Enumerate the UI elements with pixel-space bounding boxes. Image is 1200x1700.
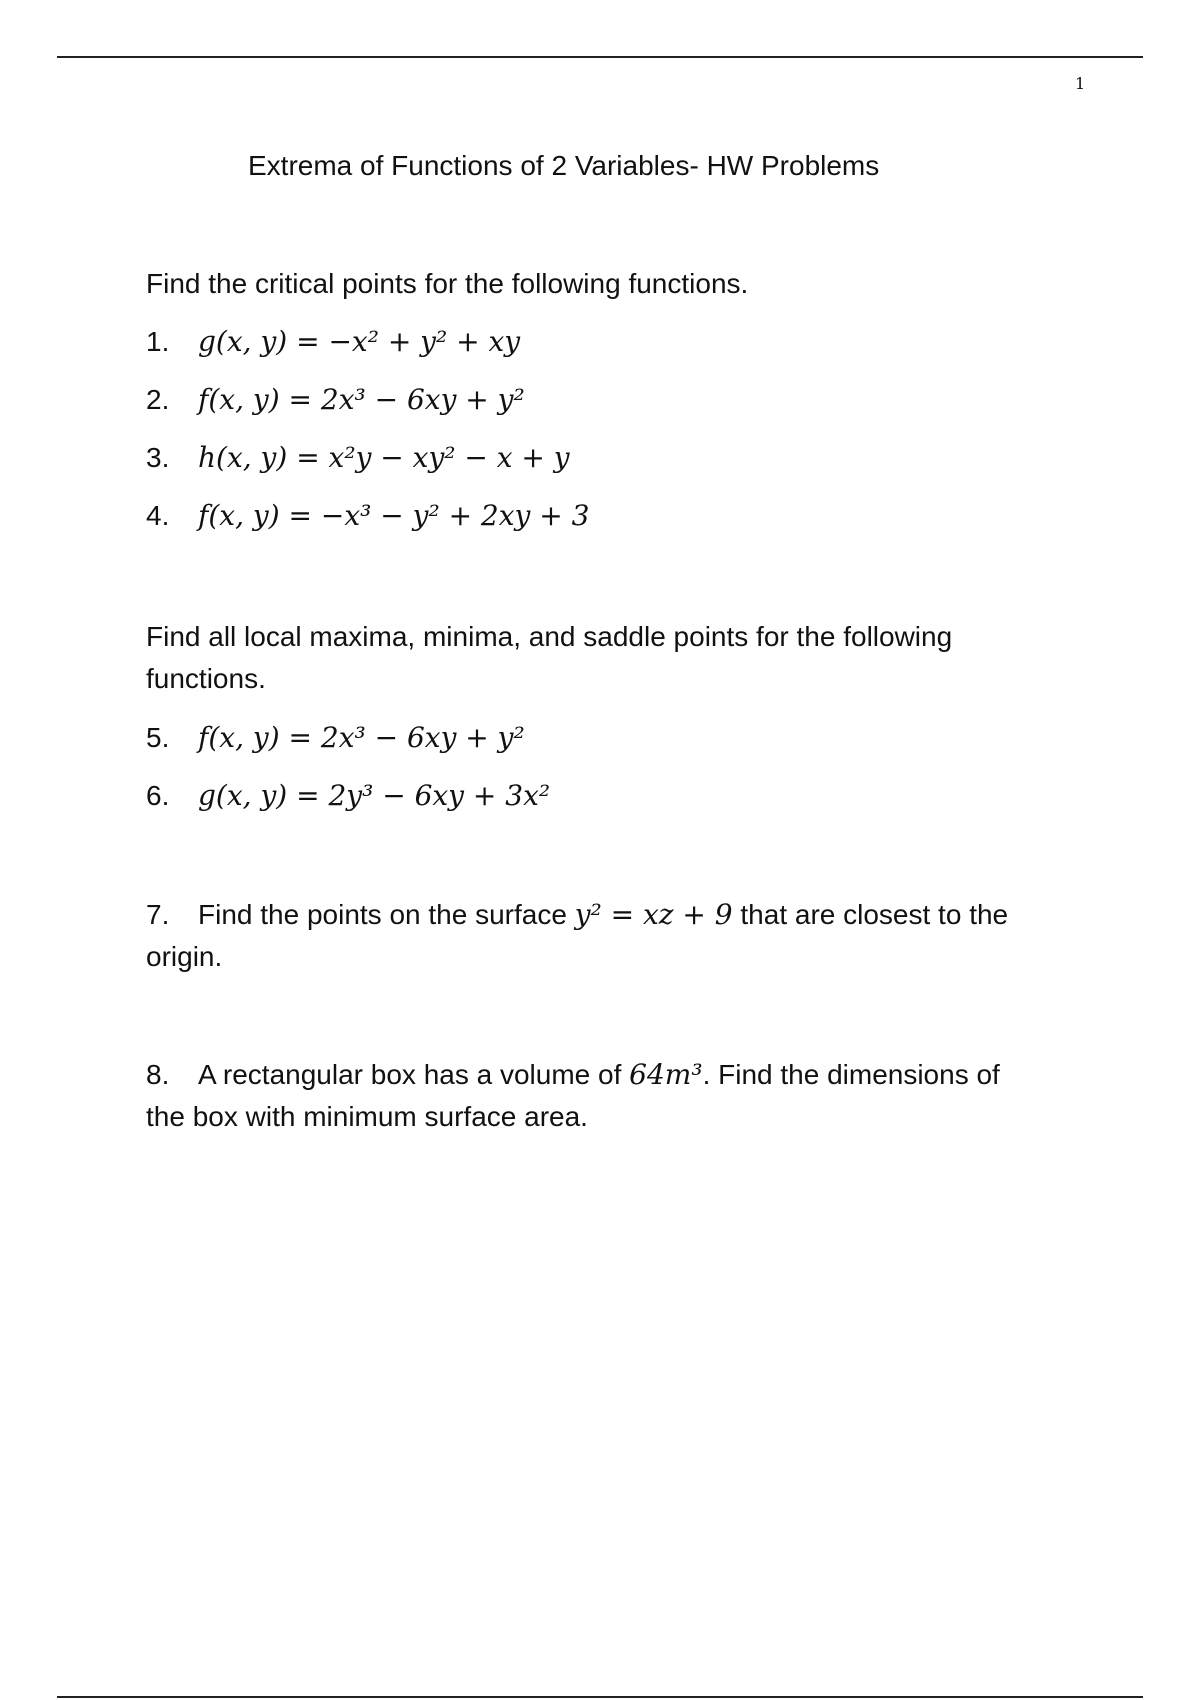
problem-8-line2: the box with minimum surface area.: [146, 1101, 588, 1132]
problem-4: [146, 496, 589, 536]
problem-formula: f(x, y) = 2x³ − 6xy + y²: [198, 721, 525, 754]
problem-5: [146, 718, 525, 758]
extrema-instruction-line1: Find all local maxima, minima, and saddle points for the following: [146, 621, 953, 652]
problem-6: [146, 776, 550, 816]
problem-1: [146, 322, 520, 362]
problem-3: [146, 438, 570, 478]
problem-formula: f(x, y) = −x³ − y² + 2xy + 3: [198, 499, 590, 532]
problem-number: 5.: [146, 722, 170, 753]
problem-8-line1: [146, 1054, 1000, 1096]
problem-number: 8.: [146, 1059, 170, 1090]
critical-points-instruction: Find the critical points for the following functions.: [146, 268, 749, 299]
problem-text: A rectangular box has a volume of: [198, 1059, 630, 1090]
page-number: 1: [1075, 74, 1086, 93]
footer-rule: [57, 1696, 1143, 1698]
extrema-instruction-line2: functions.: [146, 663, 266, 694]
problem-2: [146, 380, 525, 420]
problem-formula: h(x, y) = x²y − xy² − x + y: [198, 441, 570, 474]
problem-formula: g(x, y) = 2y³ − 6xy + 3x²: [198, 779, 551, 812]
problem-7-line2: origin.: [146, 941, 223, 972]
problem-formula: g(x, y) = −x² + y² + xy: [198, 325, 521, 358]
problem-number: 6.: [146, 780, 170, 811]
problem-text: that are closest to the: [732, 899, 1009, 930]
page-title: Extrema of Functions of 2 Variables- HW Problems: [248, 150, 880, 181]
problem-text: Find the points on the surface: [198, 899, 575, 930]
problem-number: 2.: [146, 384, 170, 415]
problem-number: 7.: [146, 899, 170, 930]
header-rule: [57, 56, 1143, 58]
problem-text: . Find the dimensions of: [702, 1059, 1000, 1090]
problem-formula: f(x, y) = 2x³ − 6xy + y²: [198, 383, 525, 416]
problem-7-line1: [146, 894, 1008, 936]
surface-equation: y² = xz + 9: [574, 898, 733, 931]
problem-number: 3.: [146, 442, 170, 473]
volume-value: 64m³: [629, 1058, 703, 1091]
problem-number: 4.: [146, 500, 170, 531]
problem-number: 1.: [146, 326, 170, 357]
